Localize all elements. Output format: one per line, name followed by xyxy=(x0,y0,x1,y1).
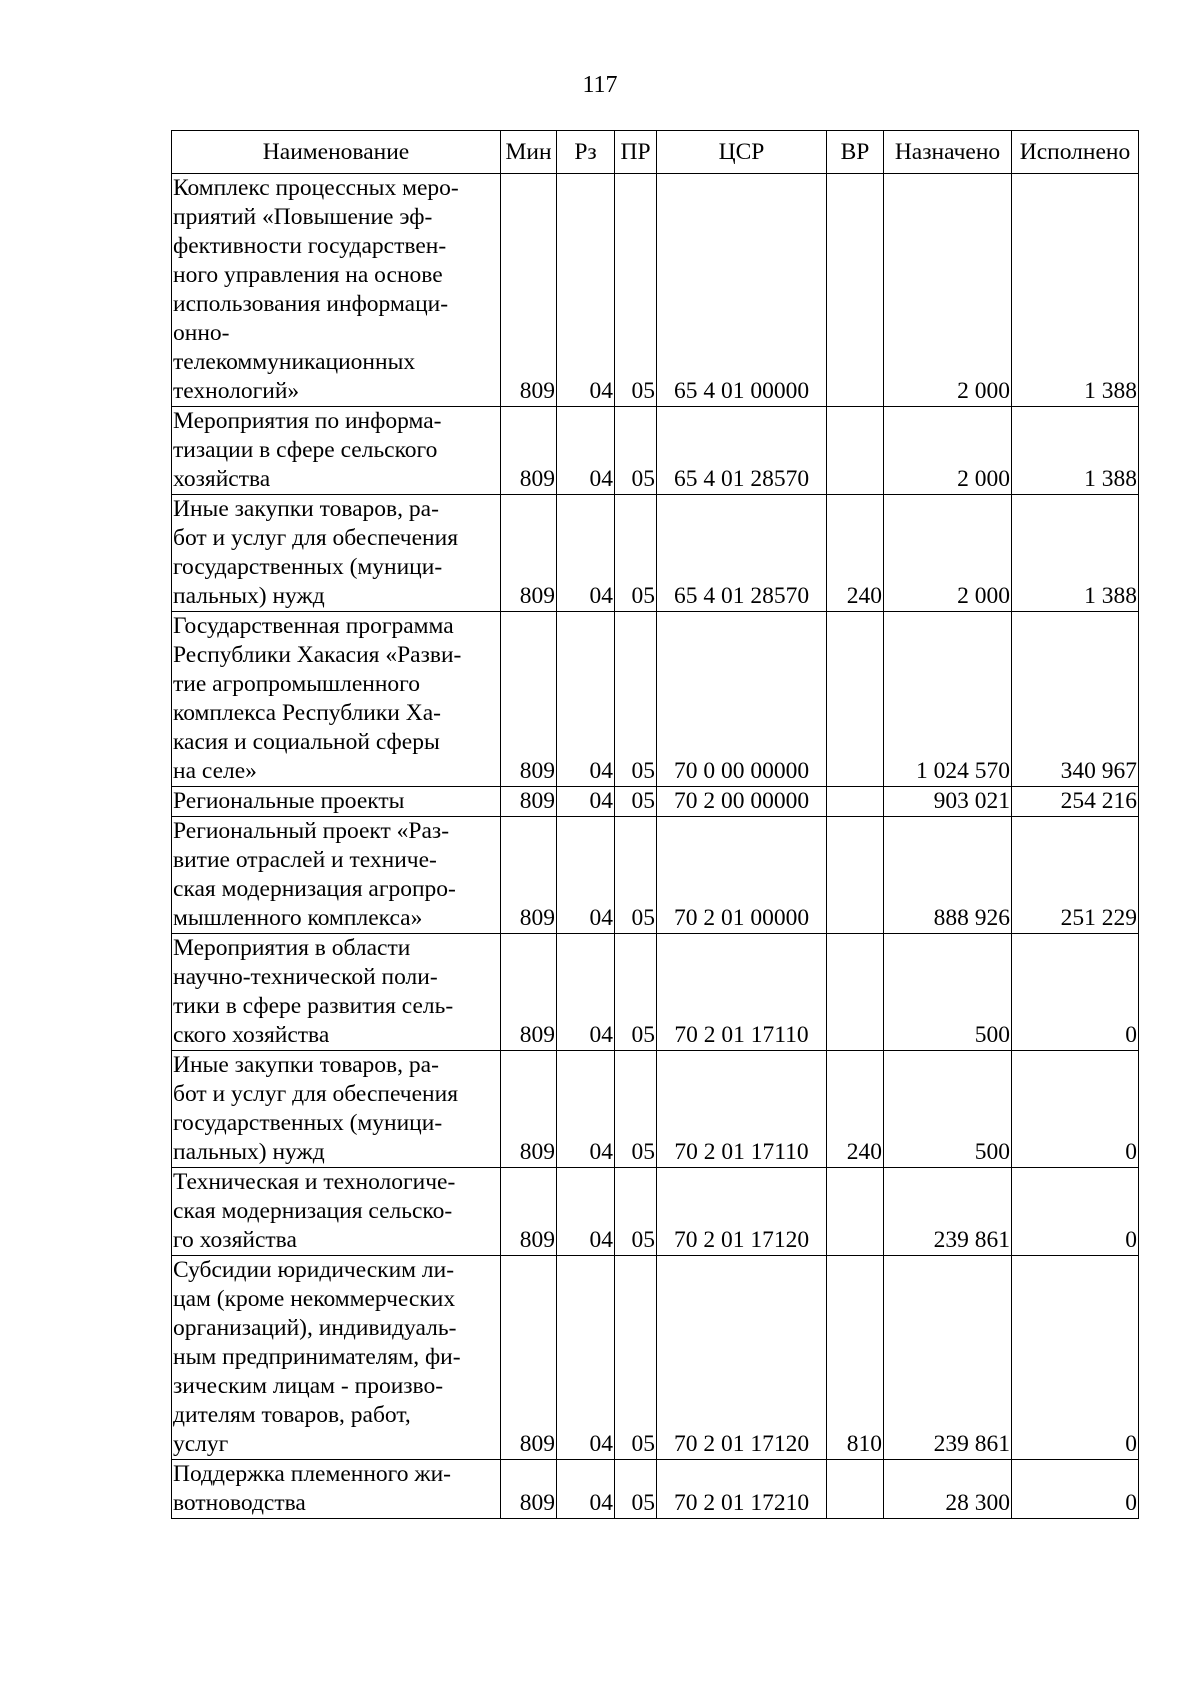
name-line: вотноводства xyxy=(173,1490,306,1516)
name-line: ского хозяйства xyxy=(173,1022,330,1048)
cell-assigned: 239 861 xyxy=(884,1256,1012,1460)
name-line: зическим лицам - произво- xyxy=(173,1373,444,1399)
name-line: мышленного комплекса» xyxy=(173,905,423,931)
page-number: 117 xyxy=(582,72,618,98)
name-line: касия и социальной сферы xyxy=(173,729,440,755)
cell-min: 809 xyxy=(501,1256,557,1460)
table-row xyxy=(172,934,1139,1051)
cell-pr: 05 xyxy=(615,1051,657,1168)
name-line: бот и услуг для обеспечения xyxy=(173,1081,459,1107)
cell-assigned: 2 000 xyxy=(884,495,1012,612)
cell-executed: 1 388 xyxy=(1012,407,1139,495)
cell-min: 809 xyxy=(501,1168,557,1256)
cell-vr xyxy=(827,934,884,1051)
name-line: Иные закупки товаров, ра- xyxy=(173,1052,439,1078)
name-line: онно- xyxy=(173,320,230,346)
cell-assigned: 500 xyxy=(884,934,1012,1051)
name-line: использования информаци- xyxy=(173,291,449,317)
cell-min: 809 xyxy=(501,817,557,934)
cell-rz: 04 xyxy=(557,1256,615,1460)
cell-pr: 05 xyxy=(615,817,657,934)
cell-pr: 05 xyxy=(615,495,657,612)
cell-executed: 0 xyxy=(1012,1460,1139,1519)
cell-rz: 04 xyxy=(557,1051,615,1168)
name-line: фективности государствен- xyxy=(173,233,447,259)
cell-csr: 70 2 00 00000 xyxy=(657,787,827,817)
cell-rz: 04 xyxy=(557,407,615,495)
cell-min: 809 xyxy=(501,1460,557,1519)
cell-executed: 0 xyxy=(1012,1168,1139,1256)
cell-name xyxy=(172,1051,501,1168)
header-vr: ВР xyxy=(827,131,884,174)
name-line: ного управления на основе xyxy=(173,262,443,288)
cell-pr: 05 xyxy=(615,1460,657,1519)
cell-min: 809 xyxy=(501,934,557,1051)
cell-csr: 70 2 01 17110 xyxy=(657,934,827,1051)
cell-executed: 0 xyxy=(1012,934,1139,1051)
table-row xyxy=(172,817,1139,934)
name-line: Поддержка племенного жи- xyxy=(173,1461,451,1487)
header-assigned: Назначено xyxy=(884,131,1012,174)
cell-name xyxy=(172,495,501,612)
cell-pr: 05 xyxy=(615,1168,657,1256)
cell-min: 809 xyxy=(501,407,557,495)
name-line: дителям товаров, работ, xyxy=(173,1402,411,1428)
name-line: го хозяйства xyxy=(173,1227,297,1253)
cell-vr xyxy=(827,612,884,787)
header-rz: Рз xyxy=(557,131,615,174)
cell-assigned: 903 021 xyxy=(884,787,1012,817)
table-row xyxy=(172,495,1139,612)
cell-executed: 1 388 xyxy=(1012,495,1139,612)
table-row xyxy=(172,612,1139,787)
name-line: государственных (муници- xyxy=(173,1110,443,1136)
cell-min: 809 xyxy=(501,1051,557,1168)
name-line: Мероприятия в области xyxy=(173,935,411,961)
cell-min: 809 xyxy=(501,787,557,817)
name-line: тие агропромышленного xyxy=(173,671,420,697)
cell-vr xyxy=(827,407,884,495)
cell-min: 809 xyxy=(501,495,557,612)
cell-executed: 1 388 xyxy=(1012,174,1139,407)
cell-name xyxy=(172,817,501,934)
cell-assigned: 2 000 xyxy=(884,174,1012,407)
cell-name xyxy=(172,1256,501,1460)
cell-name xyxy=(172,1460,501,1519)
name-line: пальных) нужд xyxy=(173,583,325,609)
cell-executed: 0 xyxy=(1012,1051,1139,1168)
name-line: Субсидии юридическим ли- xyxy=(173,1257,455,1283)
name-line: комплекса Республики Ха- xyxy=(173,700,441,726)
cell-rz: 04 xyxy=(557,934,615,1051)
table-header-row xyxy=(172,131,1139,174)
cell-vr xyxy=(827,787,884,817)
cell-rz: 04 xyxy=(557,817,615,934)
header-executed: Исполнено xyxy=(1012,131,1139,174)
cell-name xyxy=(172,934,501,1051)
cell-name xyxy=(172,612,501,787)
name-line: хозяйства xyxy=(173,466,271,492)
cell-name xyxy=(172,407,501,495)
cell-vr: 810 xyxy=(827,1256,884,1460)
cell-assigned: 500 xyxy=(884,1051,1012,1168)
name-line: государственных (муници- xyxy=(173,554,443,580)
cell-pr: 05 xyxy=(615,934,657,1051)
cell-csr: 65 4 01 28570 xyxy=(657,407,827,495)
name-line: Региональные проекты xyxy=(173,788,405,814)
cell-pr: 05 xyxy=(615,174,657,407)
header-name: Наименование xyxy=(172,131,501,174)
name-line: технологий» xyxy=(173,378,300,404)
cell-csr: 65 4 01 28570 xyxy=(657,495,827,612)
cell-pr: 05 xyxy=(615,787,657,817)
cell-csr: 70 2 01 17110 xyxy=(657,1051,827,1168)
table-body xyxy=(172,174,1139,1519)
name-line: ным предпринимателям, фи- xyxy=(173,1344,461,1370)
table-row xyxy=(172,1168,1139,1256)
name-line: тики в сфере развития сель- xyxy=(173,993,454,1019)
name-line: телекоммуникационных xyxy=(173,349,416,375)
name-line: ская модернизация сельско- xyxy=(173,1198,453,1224)
table-row xyxy=(172,1460,1139,1519)
budget-table xyxy=(171,130,1139,1519)
name-line: пальных) нужд xyxy=(173,1139,325,1165)
name-line: Иные закупки товаров, ра- xyxy=(173,496,439,522)
header-min: Мин xyxy=(501,131,557,174)
name-line: бот и услуг для обеспечения xyxy=(173,525,459,551)
cell-min: 809 xyxy=(501,174,557,407)
name-line: услуг xyxy=(173,1431,229,1457)
cell-assigned: 888 926 xyxy=(884,817,1012,934)
cell-assigned: 28 300 xyxy=(884,1460,1012,1519)
cell-csr: 70 2 01 17120 xyxy=(657,1168,827,1256)
cell-min: 809 xyxy=(501,612,557,787)
cell-rz: 04 xyxy=(557,174,615,407)
name-line: организаций), индивидуаль- xyxy=(173,1315,457,1341)
name-line: научно-технической поли- xyxy=(173,964,438,990)
cell-vr: 240 xyxy=(827,495,884,612)
name-line: приятий «Повышение эф- xyxy=(173,204,433,230)
name-line: Республики Хакасия «Разви- xyxy=(173,642,462,668)
cell-executed: 0 xyxy=(1012,1256,1139,1460)
cell-rz: 04 xyxy=(557,787,615,817)
name-line: на селе» xyxy=(173,758,257,784)
cell-csr: 70 2 01 17120 xyxy=(657,1256,827,1460)
name-line: витие отраслей и техниче- xyxy=(173,847,437,873)
name-line: цам (кроме некоммерческих xyxy=(173,1286,456,1312)
header-csr: ЦСР xyxy=(657,131,827,174)
table-row xyxy=(172,1051,1139,1168)
name-line: тизации в сфере сельского xyxy=(173,437,438,463)
cell-csr: 70 2 01 00000 xyxy=(657,817,827,934)
cell-executed: 251 229 xyxy=(1012,817,1139,934)
table-row xyxy=(172,174,1139,407)
cell-csr: 70 0 00 00000 xyxy=(657,612,827,787)
name-line: Мероприятия по информа- xyxy=(173,408,442,434)
name-line: ская модернизация агропро- xyxy=(173,876,456,902)
cell-executed: 254 216 xyxy=(1012,787,1139,817)
cell-vr xyxy=(827,1460,884,1519)
cell-csr: 65 4 01 00000 xyxy=(657,174,827,407)
cell-rz: 04 xyxy=(557,495,615,612)
cell-assigned: 1 024 570 xyxy=(884,612,1012,787)
cell-name xyxy=(172,174,501,407)
cell-assigned: 2 000 xyxy=(884,407,1012,495)
cell-rz: 04 xyxy=(557,1168,615,1256)
cell-name xyxy=(172,787,501,817)
cell-assigned: 239 861 xyxy=(884,1168,1012,1256)
cell-vr xyxy=(827,174,884,407)
name-line: Региональный проект «Раз- xyxy=(173,818,450,844)
cell-vr: 240 xyxy=(827,1051,884,1168)
cell-rz: 04 xyxy=(557,1460,615,1519)
name-line: Государственная программа xyxy=(173,613,454,639)
cell-csr: 70 2 01 17210 xyxy=(657,1460,827,1519)
name-line: Комплекс процессных меро- xyxy=(173,175,459,201)
cell-pr: 05 xyxy=(615,612,657,787)
table-row xyxy=(172,787,1139,817)
cell-name xyxy=(172,1168,501,1256)
header-pr: ПР xyxy=(615,131,657,174)
cell-pr: 05 xyxy=(615,1256,657,1460)
name-line: Техническая и технологиче- xyxy=(173,1169,456,1195)
cell-pr: 05 xyxy=(615,407,657,495)
table-row xyxy=(172,407,1139,495)
cell-vr xyxy=(827,817,884,934)
cell-rz: 04 xyxy=(557,612,615,787)
cell-vr xyxy=(827,1168,884,1256)
table-row xyxy=(172,1256,1139,1460)
cell-executed: 340 967 xyxy=(1012,612,1139,787)
